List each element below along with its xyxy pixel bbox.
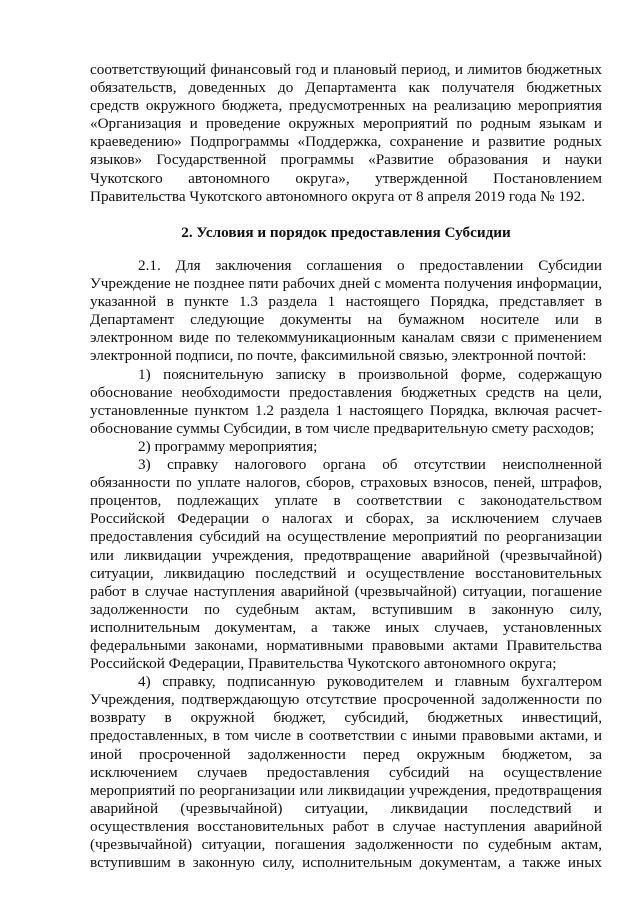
text-line: задолженности по судебным актам, вступившим в законную силу,	[90, 600, 602, 618]
list-item-1	[90, 366, 602, 438]
text-line: федеральными законами, нормативными правовыми актами Правительства	[90, 636, 602, 654]
text-line: 2) программу мероприятия;	[138, 437, 318, 455]
text-line: 2.1. Для заключения соглашения о предоставлении Субсидии	[138, 257, 602, 274]
text-line: электронном виде по телекоммуникационным каналам связи с применением	[90, 329, 602, 347]
text-line: предоставленных, в том числе в соответствии с иными правовыми актами, и	[90, 727, 602, 745]
text-line: «Организация и проведение окружных мероприятий по родным языкам и	[90, 115, 602, 133]
text-line: 4) справку, подписанную руководителем и главным бухгалтером	[138, 673, 602, 691]
text-line: или ликвидации учреждения, предотвращение аварийной (чрезвычайной)	[90, 546, 602, 564]
text-line: работ в случае наступления аварийной (чрезвычайной) ситуации, погашение	[90, 582, 602, 600]
text-line: процентов, подлежащих уплате в соответствии с законодательством	[90, 492, 602, 510]
text-line: обоснование суммы Субсидии, в том числе предварительную смету расходов;	[90, 419, 595, 437]
text-line: электронной подписи, по почте, факсимильной связью, электронной почтой:	[90, 347, 587, 365]
list-item-2	[90, 438, 602, 456]
text-line: обязательств, доведенных до Департамента как получателя бюджетных	[90, 79, 602, 97]
text-line: Российской Федерации о налогах и сборах, за исключением случаев	[90, 510, 602, 528]
intro-paragraph	[90, 61, 602, 206]
text-line: ситуации, ликвидацию последствий и осуществление восстановительных	[90, 564, 602, 582]
text-line: Чукотского автономного округа», утвержденной Постановлением	[90, 169, 602, 187]
text-line: аварийной (чрезвычайной) ситуации, ликвидации последствий и	[90, 799, 602, 817]
text-line: Российской Федерации, Правительства Чукотского автономного округа;	[90, 655, 557, 673]
text-line: обязанности по уплате налогов, сборов, страховых взносов, пеней, штрафов,	[90, 474, 602, 492]
text-line: Учреждения, подтверждающую отсутствие просроченной задолженности по	[90, 691, 602, 709]
text-line: предоставления субсидий на осуществление мероприятий по реорганизации	[90, 528, 602, 546]
text-line: исключением случаев предоставления субсидий на осуществление	[90, 763, 602, 781]
text-line: иной просроченной задолженности перед окружным бюджетом, за	[90, 745, 602, 763]
text-line: 1) пояснительную записку в произвольной форме, содержащую	[138, 365, 602, 383]
list-item-3	[90, 456, 602, 673]
text-line: мероприятий по реорганизации или ликвидации учреждения, предотвращения	[90, 781, 602, 799]
list-item-4	[90, 673, 602, 872]
text-line: средств окружного бюджета, предусмотренных на реализацию мероприятия	[90, 97, 602, 115]
text-line: соответствующий финансовый год и плановый период, и лимитов бюджетных	[90, 61, 602, 78]
text-line: Учреждение не позднее пяти рабочих дней с момента получения информации,	[90, 275, 602, 293]
paragraph-2-1	[90, 257, 602, 366]
section-heading: 2. Условия и порядок предоставления Субсидии	[181, 224, 511, 241]
text-line: возврату в окружной бюджет, субсидий, бюджетных инвестиций,	[90, 709, 602, 727]
text-line: краеведению» Подпрограммы «Поддержка, сохранение и развитие родных	[90, 133, 602, 151]
text-line: вступившим в законную силу, исполнительным документам, а также иных	[90, 854, 602, 872]
section-body	[90, 257, 602, 872]
text-line: исполнительным документам, а также иных случаев, установленных	[90, 618, 602, 636]
text-line: обоснование необходимости предоставления бюджетных средств на цели,	[90, 383, 602, 401]
text-line: указанной в пункте 1.3 раздела 1 настоящего Порядка, представляет в	[90, 293, 602, 311]
text-line: (чрезвычайной) ситуации, погашения задолженности по судебным актам,	[90, 836, 602, 853]
text-line: установленные пунктом 1.2 раздела 1 настоящего Порядка, включая расчет-	[90, 401, 602, 419]
text-line: 3) справку налогового органа об отсутствии неисполненной	[138, 456, 602, 474]
text-line: Департамент следующие документы на бумажном носителе или в	[90, 311, 602, 329]
text-line: языков» Государственной программы «Развитие образования и науки	[90, 151, 602, 169]
text-line: осуществления восстановительных работ в случае наступления аварийной	[90, 817, 602, 835]
text-line: Правительства Чукотского автономного округа от 8 апреля 2019 года № 192.	[90, 187, 586, 205]
